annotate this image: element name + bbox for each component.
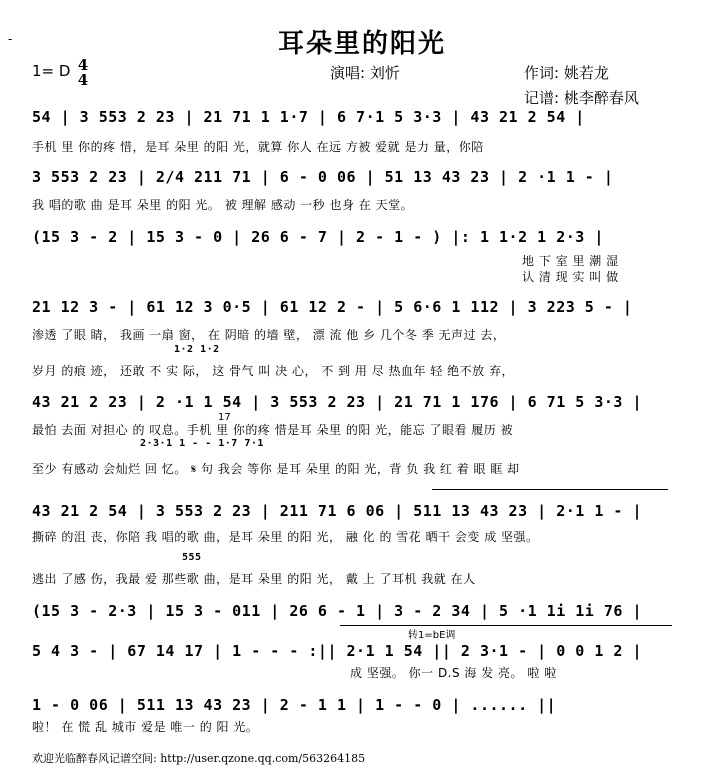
key-change-mark: 转1=bE调 [408, 630, 456, 641]
music-line-8: 5 4 3 - | 67 14 17 | 1 - - - :|| 2·1 1 54 || 2 3·1 - | 0 0 1 2 | [32, 642, 642, 660]
top-marks-line-4: 1·2 1·2 [174, 344, 220, 355]
music-line-4: 21 12 3 - | 61 12 3 0·5 | 61 12 2 - | 5 6·6 1 112 | 3 223 5 - | [32, 298, 633, 316]
lyric-line-9: 啦！ 在 慌 乱 城市 爱是 唯一 的 阳 光。 [32, 720, 259, 734]
footer-note: 欢迎光临醉春风记谱空间: http://user.qzone.qq.com/563264185 [32, 752, 366, 765]
singer-credit: 演唱: 刘忻 [330, 64, 400, 82]
music-line-2: 3 553 2 23 | 2/4 211 71 | 6 - 0 06 | 51 13 43 23 | 2 ·1 1 - | [32, 168, 614, 186]
music-line-7: (15 3 - 2·3 | 15 3 - 011 | 26 6 - 1 | 3 - 2 34 | 5 ·1 1i 1i 76 | [32, 602, 642, 620]
music-line-5: 43 21 2 23 | 2 ·1 1 54 | 3 553 2 23 | 21 71 1 176 | 6 71 5 3·3 | [32, 393, 642, 411]
lyric-line-1: 手机 里 你的疼 惜，是耳 朵里 的阳 光，就算 你人 在远 方被 爱就 是力 量，你陪 [32, 140, 484, 154]
top-marks-line-6: 555 [182, 552, 202, 563]
song-title: 耳朵里的阳光 [278, 29, 447, 59]
lyric-line-8: 成 坚强。 你一 D.S 海 发 亮。 啦 啦 [350, 666, 557, 680]
bar-number: 17 [218, 412, 231, 423]
lyric-line-6b: 逃出 了感 伤，我最 爱 那些歌 曲，是耳 朵里 的阳 光， 戴 上 了耳机 我就 在人 [32, 572, 476, 586]
time-signature [76, 58, 90, 88]
time-signature-bottom: 4 [77, 71, 89, 89]
music-line-3: (15 3 - 2 | 15 3 - 0 | 26 6 - 7 | 2 - 1 - ) |: 1 1·2 1 2·3 | [32, 228, 604, 246]
lyric-line-4b: 岁月 的痕 迹， 还敢 不 实 际， 这 骨气 叫 决 心， 不 到 用 尽 热血年 轻 绝不放 弃， [32, 364, 514, 378]
lyric-line-3b: 认 清 现 实 叫 做 [522, 270, 619, 284]
corner-mark: - [8, 32, 13, 46]
top-marks-line-5: 2·3·1 1 - - 1·7 7·1 [140, 438, 264, 449]
lyric-line-5b: 至少 有感动 会灿烂 回 忆。 𝄋 句 我会 等你 是耳 朵里 的阳 光，背 负 我 红 着 眼 眶 却 [32, 462, 520, 476]
lyric-line-3a: 地 下 室 里 潮 湿 [522, 254, 619, 268]
tie-line [432, 489, 668, 490]
lyric-line-6a: 撕碎 的沮 丧，你陪 我 唱的歌 曲，是耳 朵里 的阳 光， 融 化 的 雪花 晒干 会变 成 坚强。 [32, 530, 539, 544]
music-line-1: 54 | 3 553 2 23 | 21 71 1 1·7 | 6 7·1 5 3·3 | 43 21 2 54 | [32, 108, 585, 126]
lyricist-credit: 作词: 姚若龙 [524, 64, 609, 82]
ending-bracket-line [340, 625, 672, 626]
lyric-line-4a: 渗透 了眼 睛， 我画 一扇 窗， 在 阴暗 的墙 壁， 漂 流 他 乡 几个冬 季 无声过 去， [32, 328, 506, 342]
music-line-6: 43 21 2 54 | 3 553 2 23 | 211 71 6 06 | 511 13 43 23 | 2·1 1 - | [32, 502, 642, 520]
lyric-line-5a: 最怕 去面 对担心 的 叹息。手机 里 你的疼 惜是耳 朵里 的阳 光，能忘 了眼看 履历 被 [32, 423, 514, 437]
transcriber-credit: 记谱: 桃李醉春风 [524, 89, 639, 107]
lyric-line-2: 我 唱的歌 曲 是耳 朵里 的阳 光。 被 理解 感动 一秒 也身 在 天堂。 [32, 198, 414, 212]
music-line-9: 1 - 0 06 | 511 13 43 23 | 2 - 1 1 | 1 - - 0 | ...... || [32, 696, 557, 714]
time-signature-top: 4 [77, 56, 89, 74]
key-signature: 1= D [32, 62, 71, 80]
